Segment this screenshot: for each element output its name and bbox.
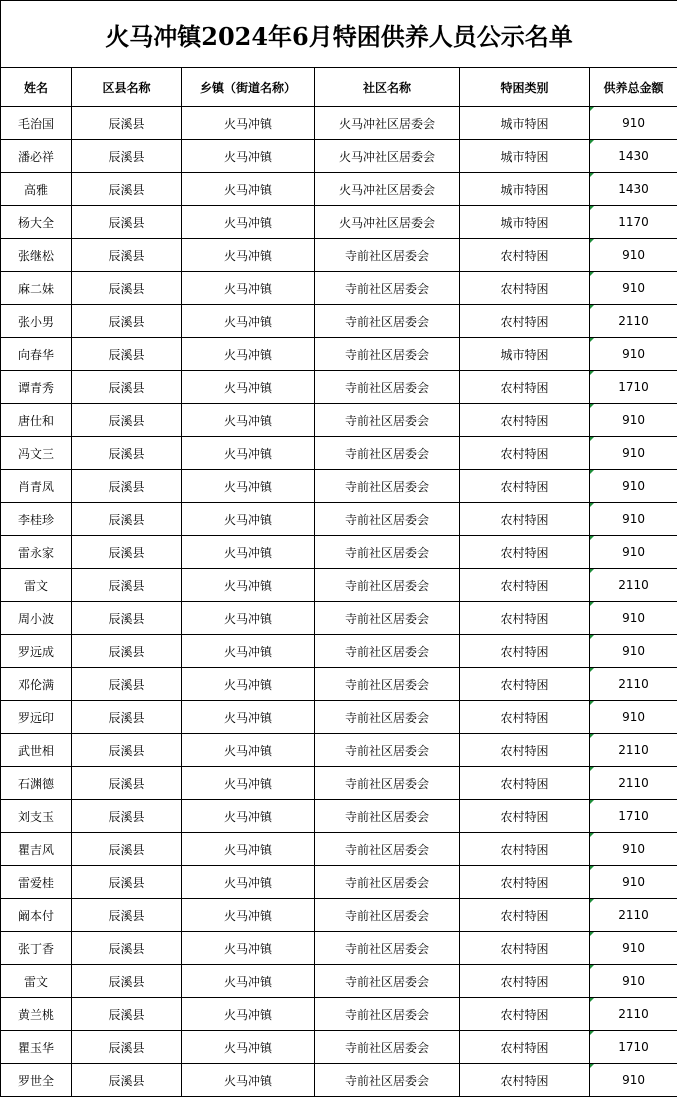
name-cell[interactable]: 石渊德	[1, 767, 72, 800]
table-row	[1, 569, 677, 602]
category-cell[interactable]: 农村特困	[460, 998, 590, 1031]
category-cell[interactable]: 农村特困	[460, 569, 590, 602]
amount-cell[interactable]: 910	[590, 965, 677, 998]
category-cell[interactable]: 农村特困	[460, 239, 590, 272]
town-cell[interactable]: 火马冲镇	[182, 536, 315, 569]
community-cell[interactable]: 寺前社区居委会	[315, 338, 460, 371]
table-row	[1, 536, 677, 569]
county-cell[interactable]: 辰溪县	[72, 800, 182, 833]
name-cell[interactable]: 黄兰桃	[1, 998, 72, 1031]
county-cell[interactable]: 辰溪县	[72, 899, 182, 932]
category-cell[interactable]: 农村特困	[460, 503, 590, 536]
table-row	[1, 965, 677, 998]
category-cell[interactable]: 农村特困	[460, 635, 590, 668]
table-row	[1, 503, 677, 536]
town-cell[interactable]: 火马冲镇	[182, 140, 315, 173]
community-cell[interactable]: 寺前社区居委会	[315, 701, 460, 734]
category-cell[interactable]: 城市特困	[460, 173, 590, 206]
table-body	[1, 107, 677, 1097]
category-cell[interactable]: 农村特困	[460, 602, 590, 635]
community-cell[interactable]: 寺前社区居委会	[315, 767, 460, 800]
amount-cell[interactable]: 910	[590, 404, 677, 437]
county-cell[interactable]: 辰溪县	[72, 701, 182, 734]
town-cell[interactable]: 火马冲镇	[182, 1064, 315, 1097]
amount-cell[interactable]: 910	[590, 470, 677, 503]
county-cell[interactable]: 辰溪县	[72, 536, 182, 569]
table-row	[1, 833, 677, 866]
column-header-amount: 供养总金额	[590, 68, 677, 107]
table-row	[1, 173, 677, 206]
community-cell[interactable]: 火马冲社区居委会	[315, 173, 460, 206]
name-cell[interactable]: 雷爱桂	[1, 866, 72, 899]
town-cell[interactable]: 火马冲镇	[182, 404, 315, 437]
amount-cell[interactable]: 910	[590, 503, 677, 536]
category-cell[interactable]: 城市特困	[460, 107, 590, 140]
county-cell[interactable]: 辰溪县	[72, 998, 182, 1031]
town-cell[interactable]: 火马冲镇	[182, 338, 315, 371]
category-cell[interactable]: 农村特困	[460, 470, 590, 503]
community-cell[interactable]: 寺前社区居委会	[315, 404, 460, 437]
town-cell[interactable]: 火马冲镇	[182, 503, 315, 536]
community-cell[interactable]: 寺前社区居委会	[315, 668, 460, 701]
category-cell[interactable]: 城市特困	[460, 338, 590, 371]
county-cell[interactable]: 辰溪县	[72, 569, 182, 602]
category-cell[interactable]: 农村特困	[460, 734, 590, 767]
town-cell[interactable]: 火马冲镇	[182, 899, 315, 932]
amount-cell[interactable]: 910	[590, 239, 677, 272]
column-header-county: 区县名称	[72, 68, 182, 107]
community-cell[interactable]: 寺前社区居委会	[315, 866, 460, 899]
amount-cell[interactable]: 2110	[590, 734, 677, 767]
county-cell[interactable]: 辰溪县	[72, 404, 182, 437]
name-cell[interactable]: 杨大全	[1, 206, 72, 239]
amount-cell[interactable]: 910	[590, 932, 677, 965]
category-cell[interactable]: 农村特困	[460, 437, 590, 470]
community-cell[interactable]: 火马冲社区居委会	[315, 140, 460, 173]
county-cell[interactable]: 辰溪县	[72, 1064, 182, 1097]
table-row	[1, 206, 677, 239]
category-cell[interactable]: 城市特困	[460, 140, 590, 173]
town-cell[interactable]: 火马冲镇	[182, 668, 315, 701]
table-row	[1, 470, 677, 503]
amount-cell[interactable]: 1710	[590, 800, 677, 833]
table-row	[1, 305, 677, 338]
town-cell[interactable]: 火马冲镇	[182, 800, 315, 833]
community-cell[interactable]: 寺前社区居委会	[315, 932, 460, 965]
category-cell[interactable]: 农村特困	[460, 701, 590, 734]
table-row	[1, 701, 677, 734]
community-cell[interactable]: 寺前社区居委会	[315, 899, 460, 932]
name-cell[interactable]: 毛治国	[1, 107, 72, 140]
category-cell[interactable]: 农村特困	[460, 1064, 590, 1097]
community-cell[interactable]: 寺前社区居委会	[315, 1031, 460, 1064]
amount-cell[interactable]: 1430	[590, 173, 677, 206]
title-row	[1, 1, 677, 68]
community-cell[interactable]: 寺前社区居委会	[315, 569, 460, 602]
town-cell[interactable]: 火马冲镇	[182, 305, 315, 338]
table-row	[1, 800, 677, 833]
name-cell[interactable]: 周小波	[1, 602, 72, 635]
table-row	[1, 1064, 677, 1097]
name-cell[interactable]: 刘支玉	[1, 800, 72, 833]
category-cell[interactable]: 农村特困	[460, 899, 590, 932]
category-cell[interactable]: 农村特困	[460, 371, 590, 404]
category-cell[interactable]: 农村特困	[460, 1031, 590, 1064]
table-row	[1, 866, 677, 899]
county-cell[interactable]: 辰溪县	[72, 173, 182, 206]
town-cell[interactable]: 火马冲镇	[182, 173, 315, 206]
county-cell[interactable]: 辰溪县	[72, 470, 182, 503]
town-cell[interactable]: 火马冲镇	[182, 767, 315, 800]
town-cell[interactable]: 火马冲镇	[182, 272, 315, 305]
table-row	[1, 998, 677, 1031]
name-cell[interactable]: 高雅	[1, 173, 72, 206]
category-cell[interactable]: 农村特困	[460, 932, 590, 965]
name-cell[interactable]: 肖青凤	[1, 470, 72, 503]
town-cell[interactable]: 火马冲镇	[182, 998, 315, 1031]
amount-cell[interactable]: 910	[590, 1064, 677, 1097]
category-cell[interactable]: 农村特困	[460, 404, 590, 437]
name-cell[interactable]: 冯文三	[1, 437, 72, 470]
community-cell[interactable]: 寺前社区居委会	[315, 536, 460, 569]
category-cell[interactable]: 农村特困	[460, 833, 590, 866]
name-cell[interactable]: 向春华	[1, 338, 72, 371]
community-cell[interactable]: 寺前社区居委会	[315, 437, 460, 470]
column-header-community: 社区名称	[315, 68, 460, 107]
category-cell[interactable]: 农村特困	[460, 668, 590, 701]
name-cell[interactable]: 瞿吉风	[1, 833, 72, 866]
table-row	[1, 239, 677, 272]
table-row	[1, 932, 677, 965]
table-row	[1, 272, 677, 305]
community-cell[interactable]: 火马冲社区居委会	[315, 107, 460, 140]
town-cell[interactable]: 火马冲镇	[182, 437, 315, 470]
name-cell[interactable]: 麻二妹	[1, 272, 72, 305]
community-cell[interactable]: 火马冲社区居委会	[315, 206, 460, 239]
amount-cell[interactable]: 1170	[590, 206, 677, 239]
name-cell[interactable]: 唐仕和	[1, 404, 72, 437]
amount-cell[interactable]: 1710	[590, 1031, 677, 1064]
town-cell[interactable]: 火马冲镇	[182, 239, 315, 272]
table-row	[1, 635, 677, 668]
name-cell[interactable]: 罗远成	[1, 635, 72, 668]
amount-cell[interactable]: 1710	[590, 371, 677, 404]
name-cell[interactable]: 李桂珍	[1, 503, 72, 536]
name-cell[interactable]: 罗远印	[1, 701, 72, 734]
town-cell[interactable]: 火马冲镇	[182, 602, 315, 635]
category-cell[interactable]: 农村特困	[460, 866, 590, 899]
community-cell[interactable]: 寺前社区居委会	[315, 998, 460, 1031]
community-cell[interactable]: 寺前社区居委会	[315, 800, 460, 833]
name-cell[interactable]: 张小男	[1, 305, 72, 338]
county-cell[interactable]: 辰溪县	[72, 272, 182, 305]
county-cell[interactable]: 辰溪县	[72, 635, 182, 668]
community-cell[interactable]: 寺前社区居委会	[315, 602, 460, 635]
town-cell[interactable]: 火马冲镇	[182, 701, 315, 734]
amount-cell[interactable]: 1430	[590, 140, 677, 173]
table-row	[1, 140, 677, 173]
table-row	[1, 734, 677, 767]
community-cell[interactable]: 寺前社区居委会	[315, 239, 460, 272]
amount-cell[interactable]: 910	[590, 536, 677, 569]
county-cell[interactable]: 辰溪县	[72, 107, 182, 140]
county-cell[interactable]: 辰溪县	[72, 965, 182, 998]
county-cell[interactable]: 辰溪县	[72, 437, 182, 470]
county-cell[interactable]: 辰溪县	[72, 734, 182, 767]
amount-cell[interactable]: 910	[590, 701, 677, 734]
name-cell[interactable]: 雷文	[1, 965, 72, 998]
column-header-town: 乡镇（街道名称）	[182, 68, 315, 107]
town-cell[interactable]: 火马冲镇	[182, 932, 315, 965]
county-cell[interactable]: 辰溪县	[72, 833, 182, 866]
amount-cell[interactable]: 910	[590, 437, 677, 470]
town-cell[interactable]: 火马冲镇	[182, 833, 315, 866]
table-row	[1, 668, 677, 701]
community-cell[interactable]: 寺前社区居委会	[315, 305, 460, 338]
name-cell[interactable]: 张丁香	[1, 932, 72, 965]
category-cell[interactable]: 城市特困	[460, 206, 590, 239]
county-cell[interactable]: 辰溪县	[72, 371, 182, 404]
town-cell[interactable]: 火马冲镇	[182, 569, 315, 602]
column-header-name: 姓名	[1, 68, 72, 107]
amount-cell[interactable]: 2110	[590, 305, 677, 338]
amount-cell[interactable]: 910	[590, 107, 677, 140]
town-cell[interactable]: 火马冲镇	[182, 107, 315, 140]
category-cell[interactable]: 农村特困	[460, 272, 590, 305]
table-row	[1, 1031, 677, 1064]
community-cell[interactable]: 寺前社区居委会	[315, 734, 460, 767]
town-cell[interactable]: 火马冲镇	[182, 1031, 315, 1064]
town-cell[interactable]: 火马冲镇	[182, 470, 315, 503]
name-cell[interactable]: 雷文	[1, 569, 72, 602]
category-cell[interactable]: 农村特困	[460, 305, 590, 338]
category-cell[interactable]: 农村特困	[460, 965, 590, 998]
header-row	[1, 68, 677, 107]
community-cell[interactable]: 寺前社区居委会	[315, 272, 460, 305]
town-cell[interactable]: 火马冲镇	[182, 371, 315, 404]
town-cell[interactable]: 火马冲镇	[182, 866, 315, 899]
name-cell[interactable]: 潘必祥	[1, 140, 72, 173]
amount-cell[interactable]: 2110	[590, 569, 677, 602]
amount-cell[interactable]: 910	[590, 833, 677, 866]
table-row	[1, 602, 677, 635]
community-cell[interactable]: 寺前社区居委会	[315, 965, 460, 998]
amount-cell[interactable]: 2110	[590, 767, 677, 800]
county-cell[interactable]: 辰溪县	[72, 932, 182, 965]
county-cell[interactable]: 辰溪县	[72, 206, 182, 239]
column-header-category: 特困类别	[460, 68, 590, 107]
table-row	[1, 437, 677, 470]
table-title: 火马冲镇2024年6月特困供养人员公示名单	[1, 1, 677, 68]
amount-cell[interactable]: 2110	[590, 668, 677, 701]
category-cell[interactable]: 农村特困	[460, 767, 590, 800]
name-cell[interactable]: 张继松	[1, 239, 72, 272]
town-cell[interactable]: 火马冲镇	[182, 206, 315, 239]
name-cell[interactable]: 阚本付	[1, 899, 72, 932]
town-cell[interactable]: 火马冲镇	[182, 635, 315, 668]
table-row	[1, 899, 677, 932]
county-cell[interactable]: 辰溪县	[72, 668, 182, 701]
county-cell[interactable]: 辰溪县	[72, 866, 182, 899]
community-cell[interactable]: 寺前社区居委会	[315, 371, 460, 404]
amount-cell[interactable]: 2110	[590, 998, 677, 1031]
table-row	[1, 371, 677, 404]
table-row	[1, 107, 677, 140]
table-row	[1, 404, 677, 437]
amount-cell[interactable]: 2110	[590, 899, 677, 932]
county-cell[interactable]: 辰溪县	[72, 1031, 182, 1064]
county-cell[interactable]: 辰溪县	[72, 503, 182, 536]
category-cell[interactable]: 农村特困	[460, 536, 590, 569]
amount-cell[interactable]: 910	[590, 602, 677, 635]
name-cell[interactable]: 瞿玉华	[1, 1031, 72, 1064]
amount-cell[interactable]: 910	[590, 635, 677, 668]
town-cell[interactable]: 火马冲镇	[182, 965, 315, 998]
table-row	[1, 767, 677, 800]
name-cell[interactable]: 雷永家	[1, 536, 72, 569]
town-cell[interactable]: 火马冲镇	[182, 734, 315, 767]
county-cell[interactable]: 辰溪县	[72, 239, 182, 272]
name-cell[interactable]: 武世相	[1, 734, 72, 767]
county-cell[interactable]: 辰溪县	[72, 767, 182, 800]
community-cell[interactable]: 寺前社区居委会	[315, 833, 460, 866]
name-cell[interactable]: 罗世全	[1, 1064, 72, 1097]
amount-cell[interactable]: 910	[590, 866, 677, 899]
name-cell[interactable]: 谭青秀	[1, 371, 72, 404]
county-cell[interactable]: 辰溪县	[72, 338, 182, 371]
community-cell[interactable]: 寺前社区居委会	[315, 635, 460, 668]
table-row	[1, 338, 677, 371]
name-cell[interactable]: 邓伦满	[1, 668, 72, 701]
amount-cell[interactable]: 910	[590, 338, 677, 371]
county-cell[interactable]: 辰溪县	[72, 140, 182, 173]
community-cell[interactable]: 寺前社区居委会	[315, 503, 460, 536]
community-cell[interactable]: 寺前社区居委会	[315, 1064, 460, 1097]
category-cell[interactable]: 农村特困	[460, 800, 590, 833]
county-cell[interactable]: 辰溪县	[72, 602, 182, 635]
community-cell[interactable]: 寺前社区居委会	[315, 470, 460, 503]
county-cell[interactable]: 辰溪县	[72, 305, 182, 338]
amount-cell[interactable]: 910	[590, 272, 677, 305]
